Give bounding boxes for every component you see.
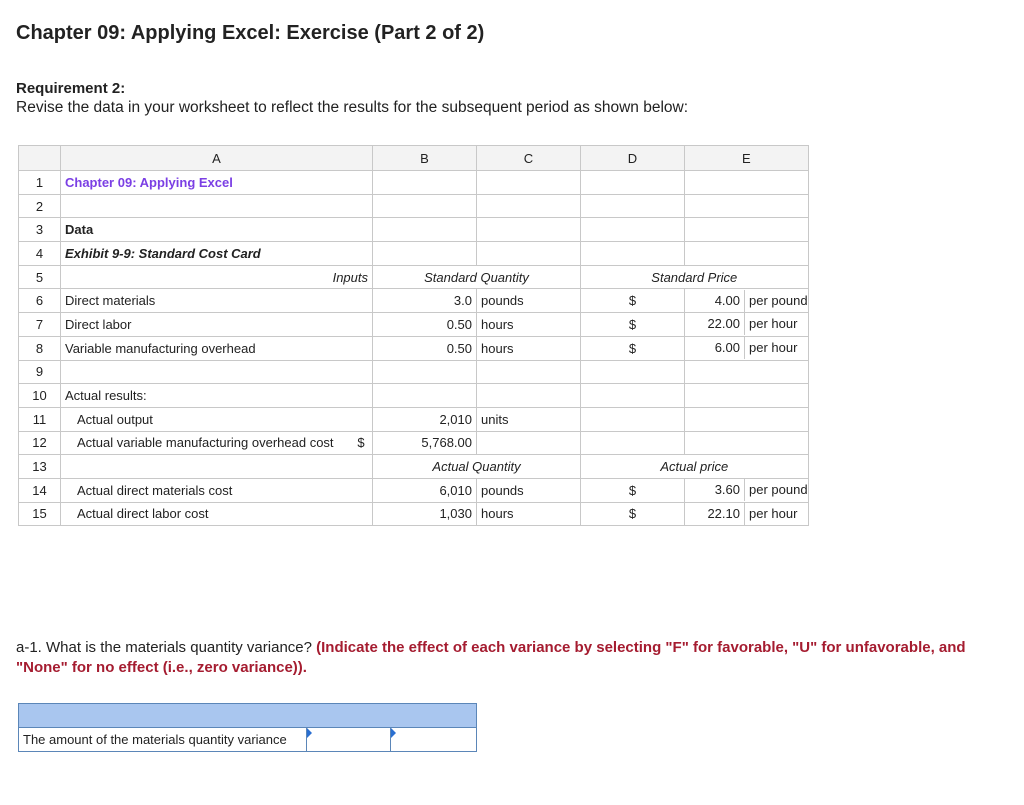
row-number: 5 — [19, 265, 61, 289]
cell-d10 — [581, 384, 685, 408]
cell-b14: 6,010 — [373, 478, 477, 502]
table-row — [19, 455, 809, 479]
cell-de5: Standard Price — [581, 265, 809, 289]
cell-de13: Actual price — [581, 455, 809, 479]
table-row — [19, 360, 809, 384]
cell-e15-value: 22.10 — [685, 503, 745, 525]
table-row — [19, 218, 809, 242]
col-header-d: D — [581, 146, 685, 171]
row-number: 2 — [19, 194, 61, 218]
table-row — [19, 478, 809, 502]
row-number: 7 — [19, 313, 61, 337]
cell-b7: 0.50 — [373, 313, 477, 337]
table-row — [19, 289, 809, 313]
cell-c9 — [477, 360, 581, 384]
table-row — [19, 431, 809, 455]
cell-b6: 3.0 — [373, 289, 477, 313]
cell-d3 — [581, 218, 685, 242]
col-header-a: A — [61, 146, 373, 171]
table-row — [19, 313, 809, 337]
cell-a14: Actual direct materials cost — [61, 478, 373, 502]
cell-b3 — [373, 218, 477, 242]
row-number: 11 — [19, 407, 61, 431]
cell-a7: Direct labor — [61, 313, 373, 337]
cell-e9 — [685, 360, 809, 384]
cell-a3: Data — [61, 218, 373, 242]
cell-c10 — [477, 384, 581, 408]
cell-e1 — [685, 171, 809, 195]
cell-e15 — [685, 502, 809, 526]
cell-e8-unit: per hour — [749, 340, 798, 356]
table-row — [19, 407, 809, 431]
cell-e7-value: 22.00 — [685, 313, 745, 335]
cell-d7: $ — [581, 313, 685, 337]
cell-b9 — [373, 360, 477, 384]
variance-amount-input[interactable] — [307, 728, 391, 752]
cell-a11: Actual output — [61, 407, 373, 431]
cell-a2 — [61, 194, 373, 218]
spreadsheet — [18, 145, 809, 526]
cell-e8 — [685, 336, 809, 360]
table-row — [19, 171, 809, 195]
cell-e3 — [685, 218, 809, 242]
cell-bc13: Actual Quantity — [373, 455, 581, 479]
cell-c11: units — [477, 407, 581, 431]
cell-d9 — [581, 360, 685, 384]
cell-a12-dollar: $ — [357, 435, 365, 451]
answer-row — [19, 728, 477, 752]
cell-e6-value: 4.00 — [685, 290, 745, 312]
cell-a6: Direct materials — [61, 289, 373, 313]
cell-d15: $ — [581, 502, 685, 526]
cell-bc5: Standard Quantity — [373, 265, 581, 289]
cell-e14-value: 3.60 — [685, 479, 745, 501]
row-number: 12 — [19, 431, 61, 455]
cell-e7 — [685, 313, 809, 337]
col-header-e: E — [685, 146, 809, 171]
cell-c15: hours — [477, 502, 581, 526]
corner-cell — [19, 146, 61, 171]
cell-a12-label: Actual variable manufacturing overhead cost — [77, 435, 334, 451]
cell-a8: Variable manufacturing overhead — [61, 336, 373, 360]
cell-b15: 1,030 — [373, 502, 477, 526]
cell-c2 — [477, 194, 581, 218]
answer-row-label: The amount of the materials quantity variance — [19, 728, 307, 752]
cell-d1 — [581, 171, 685, 195]
cell-a15: Actual direct labor cost — [61, 502, 373, 526]
cell-e14-unit: per pound — [749, 482, 808, 498]
row-number: 9 — [19, 360, 61, 384]
row-number: 6 — [19, 289, 61, 313]
answer-header-row — [19, 704, 477, 728]
cell-c1 — [477, 171, 581, 195]
cell-c6: pounds — [477, 289, 581, 313]
question-text — [16, 638, 1006, 677]
cell-e15-unit: per hour — [749, 505, 798, 521]
row-number: 13 — [19, 455, 61, 479]
cell-b10 — [373, 384, 477, 408]
page-title: Chapter 09: Applying Excel: Exercise (Part 2 of 2) — [16, 22, 485, 44]
row-number: 15 — [19, 502, 61, 526]
requirement-label: Requirement 2: — [16, 80, 126, 97]
col-header-b: B — [373, 146, 477, 171]
cell-d14: $ — [581, 478, 685, 502]
cell-d12 — [581, 431, 685, 455]
cell-b11: 2,010 — [373, 407, 477, 431]
table-row — [19, 265, 809, 289]
cell-b2 — [373, 194, 477, 218]
cell-c14: pounds — [477, 478, 581, 502]
cell-e8-value: 6.00 — [685, 337, 745, 359]
cell-e4 — [685, 242, 809, 266]
cell-c3 — [477, 218, 581, 242]
row-number: 14 — [19, 478, 61, 502]
cell-a9 — [61, 360, 373, 384]
table-row — [19, 502, 809, 526]
cell-e12 — [685, 431, 809, 455]
cell-e14 — [685, 478, 809, 502]
col-header-c: C — [477, 146, 581, 171]
cell-e6 — [685, 289, 809, 313]
cell-c8: hours — [477, 336, 581, 360]
cell-e7-unit: per hour — [749, 316, 798, 332]
cell-c12 — [477, 431, 581, 455]
cell-d6: $ — [581, 289, 685, 313]
cell-b8: 0.50 — [373, 336, 477, 360]
question-instruction: (Indicate the effect of each variance by selecting "F" for favorable, "U" for unfavorable, and "None" for no effect (i.e., zero variance)). — [16, 639, 966, 676]
cell-a13 — [61, 455, 373, 479]
cell-e10 — [685, 384, 809, 408]
cell-c7: hours — [477, 313, 581, 337]
cell-b1 — [373, 171, 477, 195]
cell-e2 — [685, 194, 809, 218]
table-row — [19, 384, 809, 408]
row-number: 3 — [19, 218, 61, 242]
cell-b4 — [373, 242, 477, 266]
row-number: 4 — [19, 242, 61, 266]
table-row — [19, 242, 809, 266]
answer-header — [19, 704, 477, 728]
cell-d2 — [581, 194, 685, 218]
cell-a5: Inputs — [61, 265, 373, 289]
cell-e6-unit: per pound — [749, 292, 808, 308]
cell-a4: Exhibit 9-9: Standard Cost Card — [61, 242, 373, 266]
row-number: 1 — [19, 171, 61, 195]
cell-a1: Chapter 09: Applying Excel — [61, 171, 373, 195]
cell-d4 — [581, 242, 685, 266]
question-prefix: a-1. What is the materials quantity variance? — [16, 639, 317, 656]
cell-d8: $ — [581, 336, 685, 360]
table-row — [19, 194, 809, 218]
column-header-row — [19, 146, 809, 171]
variance-effect-select[interactable] — [391, 728, 477, 752]
requirement-text: Revise the data in your worksheet to reflect the results for the subsequent period as shown below: — [16, 99, 689, 116]
row-number: 8 — [19, 336, 61, 360]
answer-table — [18, 703, 477, 752]
cell-c4 — [477, 242, 581, 266]
table-row — [19, 336, 809, 360]
row-number: 10 — [19, 384, 61, 408]
cell-a12 — [61, 431, 373, 455]
cell-e11 — [685, 407, 809, 431]
cell-a10: Actual results: — [61, 384, 373, 408]
cell-d11 — [581, 407, 685, 431]
cell-b12: 5,768.00 — [373, 431, 477, 455]
